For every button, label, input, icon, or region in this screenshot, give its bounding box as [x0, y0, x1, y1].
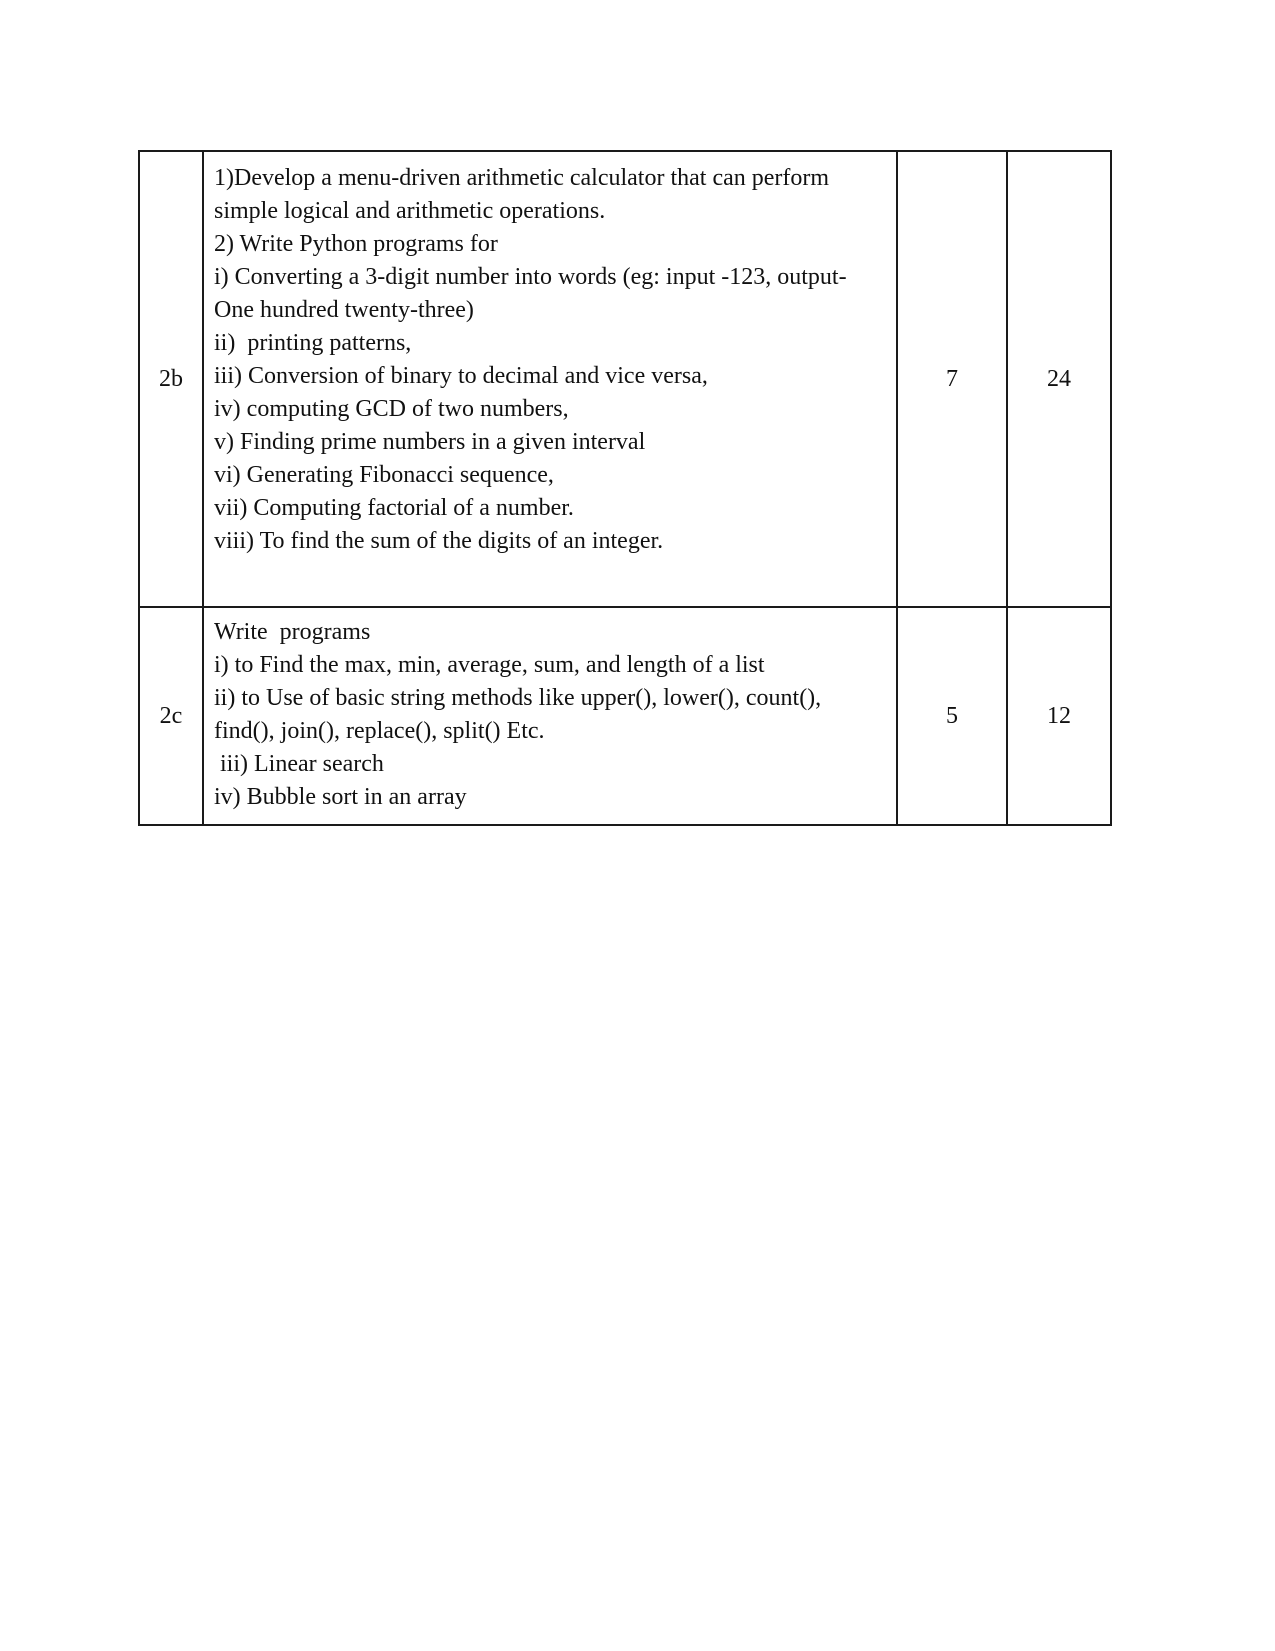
description-line: iii) Linear search	[214, 751, 384, 777]
description-line: vi) Generating Fibonacci sequence,	[214, 462, 554, 488]
row-value-cell: 5	[897, 607, 1007, 825]
table-row	[139, 151, 1111, 607]
description-line: iv) Bubble sort in an array	[214, 784, 467, 810]
row-description-cell	[203, 151, 897, 607]
description-line: iii) Conversion of binary to decimal and vice versa,	[214, 363, 708, 389]
row-value-cell: 7	[897, 151, 1007, 607]
description-line: i) to Find the max, min, average, sum, and length of a list	[214, 652, 765, 678]
description-line: viii) To find the sum of the digits of an integer.	[214, 528, 664, 554]
description-line: iv) computing GCD of two numbers,	[214, 396, 569, 422]
row-id-cell: 2b	[139, 151, 203, 607]
description-line: vii) Computing factorial of a number.	[214, 495, 574, 521]
description-line: ii) to Use of basic string methods like upper(), lower(), count(), find(), join(), replace(), split() Etc.	[214, 685, 828, 744]
description-line: 2) Write Python programs for	[214, 231, 498, 257]
description-line: 1)Develop a menu-driven arithmetic calculator that can perform simple logical and arithmetic operations.	[214, 165, 836, 224]
table-row	[139, 607, 1111, 825]
description-line: Write programs	[214, 619, 371, 645]
row-value-cell: 12	[1007, 607, 1111, 825]
row-value-cell: 24	[1007, 151, 1111, 607]
description-line: i) Converting a 3-digit number into words (eg: input -123, output- One hundred twenty-three)	[214, 264, 853, 323]
row-id-cell: 2c	[139, 607, 203, 825]
row-description-cell	[203, 607, 897, 825]
description-line: v) Finding prime numbers in a given interval	[214, 429, 646, 455]
experiments-table	[138, 150, 1112, 826]
description-line: ii) printing patterns,	[214, 330, 412, 356]
